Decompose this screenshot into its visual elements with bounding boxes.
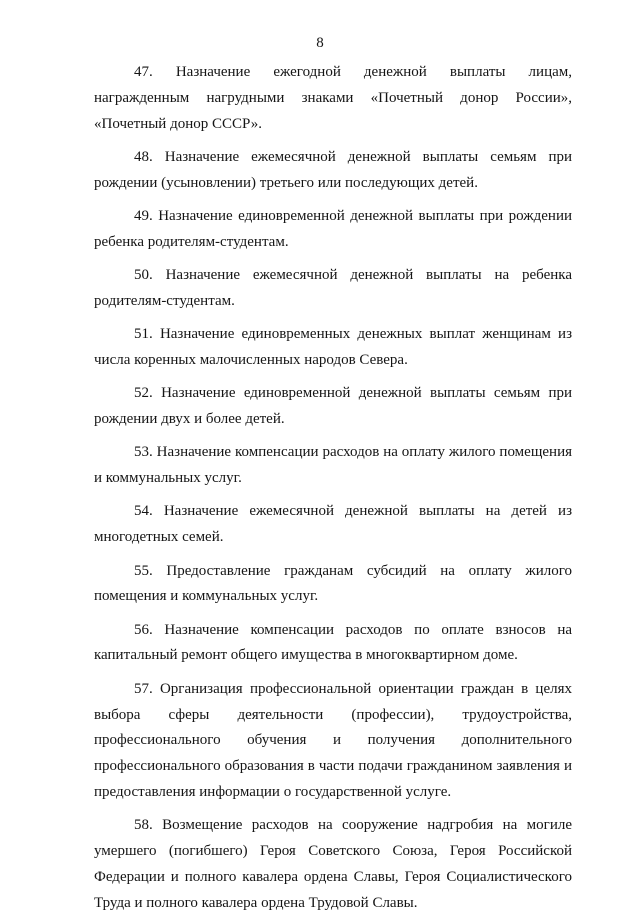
- page-number: 8: [316, 35, 324, 51]
- list-item-48: 48. Назначение ежемесячной денежной выплаты семьям при рождении (усыновлении) третьего или последующих детей.: [94, 148, 572, 191]
- list-item-51: 51. Назначение единовременных денежных выплат женщинам из числа коренных малочисленных народов Севера.: [94, 326, 572, 368]
- list-item-54: 54. Назначение ежемесячной денежной выплаты на детей из многодетных семей.: [94, 503, 572, 546]
- list-item-53: 53. Назначение компенсации расходов на оплату жилого помещения и коммунальных услуг.: [94, 444, 572, 487]
- services-list: [94, 60, 572, 924]
- list-item-50: 50. Назначение ежемесячной денежной выплаты на ребенка родителям-студентам.: [94, 267, 572, 309]
- list-item-57: 57. Организация профессиональной ориентации граждан в целях выбора сферы деятельности (профессии), трудоустройства, профессионального обучения и получения дополнительного профессионального образования в части подачи гражданином заявления и предоставления информации о государственной услуге.: [94, 680, 572, 800]
- list-item-47: 47. Назначение ежегодной денежной выплаты лицам, награжденным нагрудными знаками «Почетный донор России», «Почетный донор СССР».: [94, 64, 572, 132]
- list-item-56: 56. Назначение компенсации расходов по оплате взносов на капитальный ремонт общего имущества в многоквартирном доме.: [94, 621, 572, 664]
- list-item-55: 55. Предоставление гражданам субсидий на оплату жилого помещения и коммунальных услуг.: [94, 562, 572, 605]
- list-item-49: 49. Назначение единовременной денежной выплаты при рождении ребенка родителям-студентам.: [94, 207, 572, 250]
- list-item-58: 58. Возмещение расходов на сооружение надгробия на могиле умершего (погибшего) Героя Советского Союза, Героя Российской Федерации и полного кавалера ордена Славы, Героя Социалистического Труда и полного кавалера ордена Трудовой Славы.: [94, 817, 572, 911]
- list-item-52: 52. Назначение единовременной денежной выплаты семьям при рождении двух и более детей.: [94, 385, 572, 428]
